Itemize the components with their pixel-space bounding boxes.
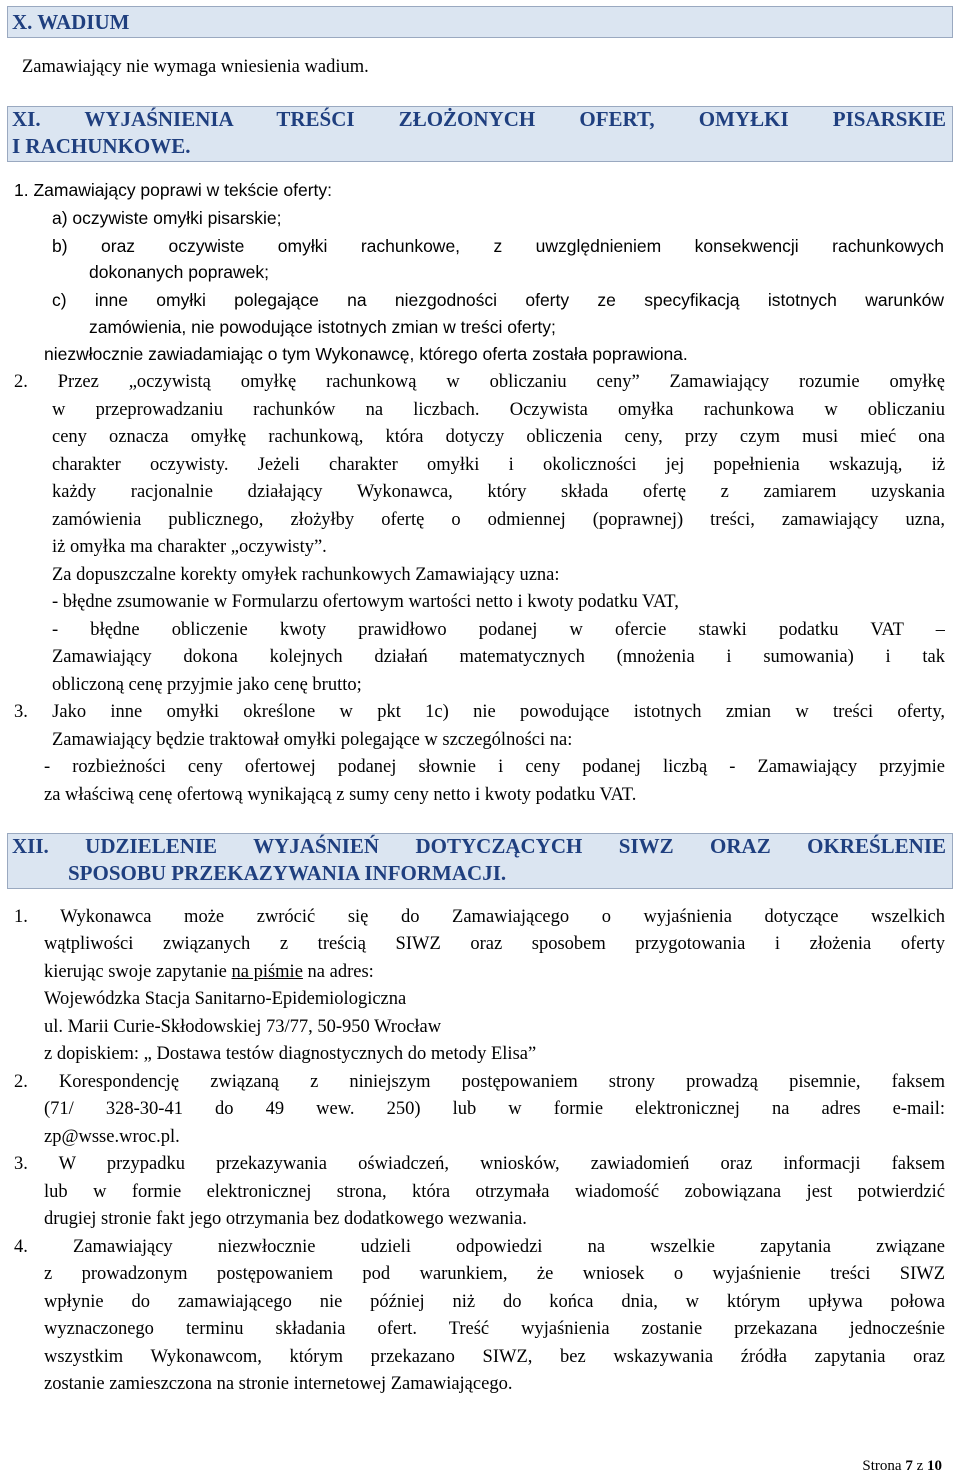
xi-p2-line5: każdy racjonalnie działający Wykonawca, który składa ofertę z zamiarem uzyskania bbox=[52, 482, 945, 502]
xii-p1-address-name: Wojewódzka Stacja Sanitarno-Epidemiologiczna bbox=[44, 989, 407, 1009]
xi-p2-line8: Za dopuszczalne korekty omyłek rachunkowych Zamawiający uzna: bbox=[52, 565, 560, 585]
xii-p2-email: zp@wsse.wroc.pl. bbox=[44, 1127, 180, 1147]
xi-p3-line2: Zamawiający będzie traktował omyłki polegające w szczególności na: bbox=[52, 730, 573, 750]
page-number-middle: z bbox=[912, 1458, 927, 1474]
xii-p1-line1: 1. Wykonawca może zwrócić się do Zamawiającego o wyjaśnienia dotyczące wszelkich bbox=[14, 907, 945, 927]
xii-p1-line3-start: kierując swoje zapytanie bbox=[44, 962, 232, 982]
xii-p3-line3: drugiej stronie fakt jego otrzymania bez dodatkowego wezwania. bbox=[44, 1209, 527, 1229]
xi-p2-line3: ceny oznacza omyłkę rachunkową, która dotyczy obliczenia ceny, przy czym musi mieć ona bbox=[52, 427, 945, 447]
xi-p1-b-line1: b) oraz oczywiste omyłki rachunkowe, z uwzględnieniem konsekwencji rachunkowych bbox=[52, 236, 944, 256]
xii-p1-underlined-text: na piśmie bbox=[231, 962, 303, 982]
xi-p2-line9: - błędne zsumowanie w Formularzu ofertowym wartości netto i kwoty podatku VAT, bbox=[52, 592, 679, 612]
xi-p3-line4: za właściwą cenę ofertową wynikającą z sumy ceny netto i kwoty podatku VAT. bbox=[44, 785, 637, 805]
xii-p1-line3-end: na adres: bbox=[302, 962, 374, 982]
section-x-heading: X. WADIUM bbox=[12, 10, 130, 34]
xii-p4-line3: wpłynie do zamawiającego nie później niż do końca dnia, w którym upływa połowa bbox=[44, 1292, 945, 1312]
xii-p1-line3 bbox=[44, 959, 374, 985]
section-xii-heading-line1: XII. UDZIELENIE WYJAŚNIEŃ DOTYCZĄCYCH SIWZ ORAZ OKREŚLENIE bbox=[12, 834, 946, 858]
xii-p1-line2: wątpliwości związanych z treścią SIWZ oraz sposobem przygotowania i złożenia oferty bbox=[44, 934, 945, 954]
section-x-text: Zamawiający nie wymaga wniesienia wadium. bbox=[22, 57, 369, 77]
xi-p2-line11: Zamawiający dokona kolejnych działań matematycznych (mnożenia i sumowania) i tak bbox=[52, 647, 945, 667]
xii-p2-line2: (71/ 328-30-41 do 49 wew. 250) lub w formie elektronicznej na adres e-mail: bbox=[44, 1099, 945, 1119]
xii-p4-line4: wyznaczonego terminu składania ofert. Treść wyjaśnienia zostanie przekazana jednocześnie bbox=[44, 1319, 945, 1339]
xi-p1-a: a) oczywiste omyłki pisarskie; bbox=[52, 208, 282, 228]
xi-p2-line4: charakter oczywisty. Jeżeli charakter omyłki i okoliczności jej popełnienia wskazują, iż bbox=[52, 455, 945, 475]
xi-p1-tail: niezwłocznie zawiadamiając o tym Wykonawcę, którego oferta została poprawiona. bbox=[44, 344, 688, 364]
xi-p2-line12: obliczoną cenę przyjmie jako cenę brutto; bbox=[52, 675, 362, 695]
xii-p3-line1: 3. W przypadku przekazywania oświadczeń, wniosków, zawiadomień oraz informacji faksem bbox=[14, 1154, 945, 1174]
section-xi-heading-line1: XI. WYJAŚNIENIA TREŚCI ZŁOŻONYCH OFERT, OMYŁKI PISARSKIE bbox=[12, 107, 946, 131]
xi-p2-line6: zamówienia publicznego, złożyłby ofertę o odmiennej (poprawnej) treści, zamawiający uzna, bbox=[52, 510, 945, 530]
page-number-prefix: Strona bbox=[862, 1458, 906, 1474]
section-xi-heading-line2: I RACHUNKOWE. bbox=[12, 134, 191, 158]
xi-p3-line1: 3. Jako inne omyłki określone w pkt 1c) nie powodujące istotnych zmian w treści oferty, bbox=[14, 702, 945, 722]
xi-p2-line2: w przeprowadzaniu rachunków na liczbach. Oczywista omyłka rachunkowa w obliczaniu bbox=[52, 400, 945, 420]
xii-p1-address-street: ul. Marii Curie-Skłodowskiej 73/77, 50-950 Wrocław bbox=[44, 1017, 442, 1037]
xi-p2-line10: - błędne obliczenie kwoty prawidłowo podanej w ofercie stawki podatku VAT – bbox=[52, 620, 945, 640]
section-x-banner bbox=[7, 6, 953, 38]
page-number-current: 7 bbox=[905, 1458, 913, 1474]
xi-p2-line7: iż omyłka ma charakter „oczywisty”. bbox=[52, 537, 327, 557]
xi-p1-b-line2: dokonanych poprawek; bbox=[89, 262, 269, 282]
xii-p4-line6: zostanie zamieszczona na stronie internetowej Zamawiającego. bbox=[44, 1374, 513, 1394]
xi-p2-line1: 2. Przez „oczywistą omyłkę rachunkową w obliczaniu ceny” Zamawiający rozumie omyłkę bbox=[14, 372, 945, 392]
page-number bbox=[862, 1458, 942, 1475]
xii-p3-line2: lub w formie elektronicznej strona, która otrzymała wiadomość zobowiązana jest potwierdzić bbox=[44, 1182, 945, 1202]
page-number-total: 10 bbox=[927, 1458, 942, 1474]
xi-p1-c-line2: zamówienia, nie powodujące istotnych zmian w treści oferty; bbox=[89, 317, 556, 337]
xii-p4-line2: z prowadzonym postępowaniem pod warunkiem, że wniosek o wyjaśnienie treści SIWZ bbox=[44, 1264, 945, 1284]
xii-p4-line5: wszystkim Wykonawcom, którym przekazano SIWZ, bez wskazywania źródła zapytania oraz bbox=[44, 1347, 945, 1367]
xii-p1-note: z dopiskiem: „ Dostawa testów diagnostycznych do metody Elisa” bbox=[44, 1044, 537, 1064]
xii-p2-line1: 2. Korespondencję związaną z niniejszym postępowaniem strony prowadzą pisemnie, faksem bbox=[14, 1072, 945, 1092]
xii-p4-line1: 4. Zamawiający niezwłocznie udzieli odpowiedzi na wszelkie zapytania związane bbox=[14, 1237, 945, 1257]
xi-p3-line3: - rozbieżności ceny ofertowej podanej słownie i ceny podanej liczbą - Zamawiający przyjmie bbox=[44, 757, 945, 777]
xi-p1-intro: 1. Zamawiający poprawi w tekście oferty: bbox=[14, 180, 333, 200]
section-xii-heading-line2: SPOSOBU PRZEKAZYWANIA INFORMACJI. bbox=[68, 861, 507, 885]
xi-p1-c-line1: c) inne omyłki polegające na niezgodności oferty ze specyfikacją istotnych warunków bbox=[52, 290, 944, 310]
